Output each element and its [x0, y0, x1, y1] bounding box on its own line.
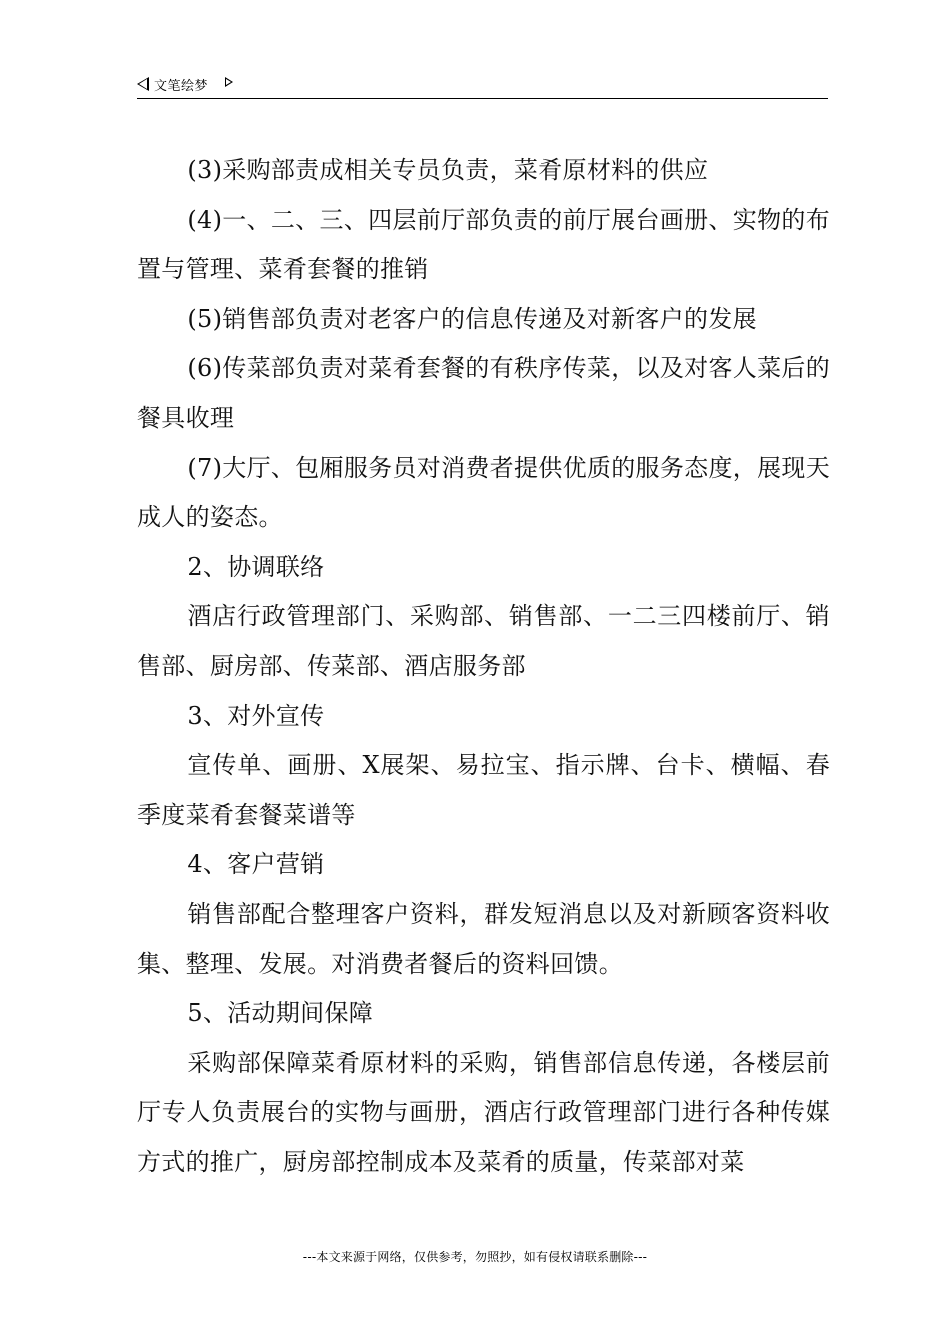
paragraph-4-front-hall: (4)一、二、三、四层前厅部负责的前厅展台画册、实物的布置与管理、菜肴套餐的推销 [137, 205, 830, 284]
paragraph-6-serving: (6)传菜部负责对菜肴套餐的有秩序传菜，以及对客人菜后的餐具收理 [137, 354, 830, 432]
left-triangle-icon [137, 77, 149, 91]
paragraph-customer-marketing: 销售部配合整理客户资料，群发短消息以及对新顾客资料收集、整理、发展。对消费者餐后的资料回馈。 [137, 899, 830, 978]
paragraph-event-support: 采购部保障菜肴原材料的采购，销售部信息传递，各楼层前厅专人负责展台的实物与画册，酒店行政管理部门进行各种传媒方式的推广，厨房部控制成本及菜肴的质量，传菜部对菜 [137, 1048, 830, 1176]
paragraph-3-purchasing: (3)采购部责成相关专员负责，菜肴原材料的供应 [187, 156, 709, 184]
paragraph-7-waitstaff: (7)大厅、包厢服务员对消费者提供优质的服务态度，展现天成人的姿态。 [137, 453, 830, 532]
section-heading-publicity: 3、对外宣传 [187, 701, 325, 730]
section-heading-customer-marketing: 4、客户营销 [187, 850, 325, 879]
paragraph-5-sales: (5)销售部负责对老客户的信息传递及对新客户的发展 [187, 304, 757, 333]
paragraph-coordination: 酒店行政管理部门、采购部、销售部、一二三四楼前厅、销售部、厨房部、传菜部、酒店服务部 [137, 602, 830, 680]
paragraph-publicity: 宣传单、画册、X展架、易拉宝、指示牌、台卡、横幅、春季度菜肴套餐菜谱等 [137, 751, 830, 829]
page-footer-disclaimer: ---本文来源于网络，仅供参考，勿照抄，如有侵权请联系删除--- [302, 1250, 648, 1264]
page-header [137, 74, 828, 99]
section-heading-event-support: 5、活动期间保障 [187, 999, 374, 1028]
document-body [137, 146, 830, 1187]
section-heading-coordination: 2、协调联络 [187, 552, 325, 581]
header-title: 文笔绘梦 [154, 79, 209, 94]
right-triangle-icon [225, 77, 233, 87]
